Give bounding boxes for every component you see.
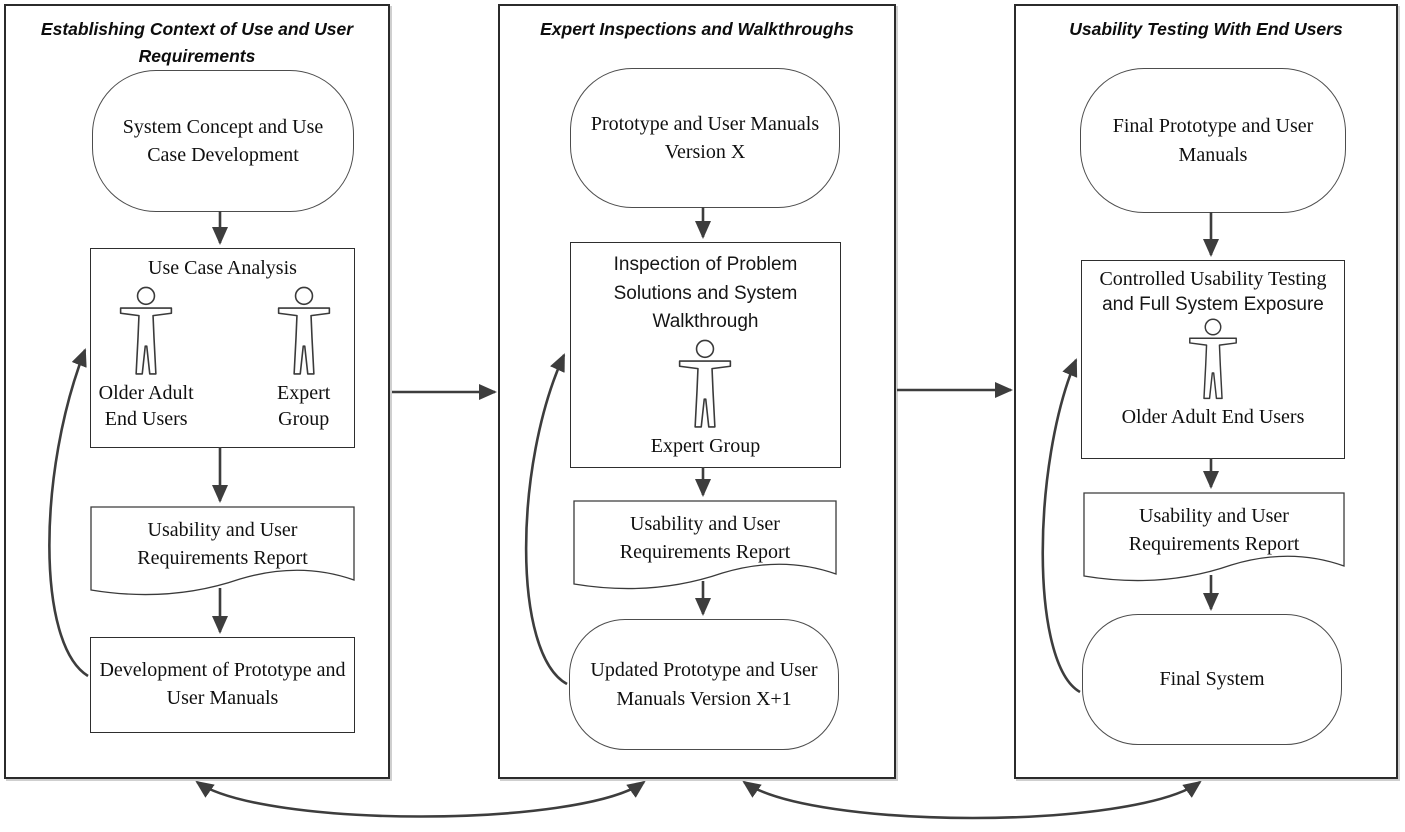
panel-establishing-context <box>4 4 390 779</box>
start-node-prototype-version-x <box>570 68 840 208</box>
outcome-node-updated-prototype <box>569 619 839 750</box>
activity-title-line1: Controlled Usability Testing <box>1099 268 1327 290</box>
panel-title: Establishing Context of Use and User Requirements <box>40 19 354 67</box>
outcome-label: Final System <box>1159 668 1265 691</box>
actor-older-adult-end-users <box>1122 318 1305 430</box>
actors-row <box>91 286 354 432</box>
person-icon <box>675 339 735 433</box>
person-icon <box>274 286 334 380</box>
panel-title: Expert Inspections and Walkthroughs <box>540 19 854 39</box>
outcome-node-final-system <box>1082 614 1342 745</box>
start-node-label: Prototype and User Manuals Version X <box>590 112 820 163</box>
panel-usability-testing <box>1014 4 1398 779</box>
panel-expert-inspections <box>498 4 896 779</box>
report-document <box>1083 492 1345 592</box>
actor-label: Older Adult End Users <box>98 382 194 430</box>
report-document <box>90 506 355 606</box>
activity-node-inspection <box>570 242 841 468</box>
start-node-system-concept <box>92 70 354 212</box>
actor-label: Expert Group <box>277 382 331 430</box>
start-node-final-prototype <box>1080 68 1346 213</box>
activity-title-line2: and Full System Exposure <box>1102 294 1324 315</box>
start-node-label: Final Prototype and User Manuals <box>1112 115 1314 166</box>
activity-title: Inspection of Problem Solutions and System Walkthrough <box>613 254 798 332</box>
report-label: Usability and User Requirements Report <box>137 519 308 569</box>
bottom-loop-panel2-panel3 <box>744 782 1200 818</box>
person-icon <box>116 286 176 380</box>
report-label: Usability and User Requirements Report <box>619 513 791 563</box>
activity-node-use-case-analysis <box>90 248 355 448</box>
bottom-loop-panel1-panel2 <box>197 782 644 817</box>
outcome-label: Updated Prototype and User Manuals Version X+1 <box>590 659 818 710</box>
report-label: Usability and User Requirements Report <box>1128 505 1300 555</box>
outcome-node-development <box>90 637 355 733</box>
actors-row <box>651 339 760 459</box>
actor-older-adult <box>91 286 201 432</box>
activity-title: Use Case Analysis <box>148 257 297 279</box>
actor-expert-group <box>253 286 354 432</box>
actor-expert-group <box>651 339 760 459</box>
start-node-label: System Concept and Use Case Development <box>122 115 324 166</box>
report-document <box>573 500 837 600</box>
panel-title: Usability Testing With End Users <box>1069 19 1343 39</box>
outcome-label: Development of Prototype and User Manuals <box>99 659 346 709</box>
activity-node-controlled-testing <box>1081 260 1345 459</box>
actors-row <box>1122 318 1305 430</box>
person-icon <box>1185 318 1241 404</box>
actor-label: Expert Group <box>650 434 761 457</box>
actor-label: Older Adult End Users <box>1121 405 1305 428</box>
